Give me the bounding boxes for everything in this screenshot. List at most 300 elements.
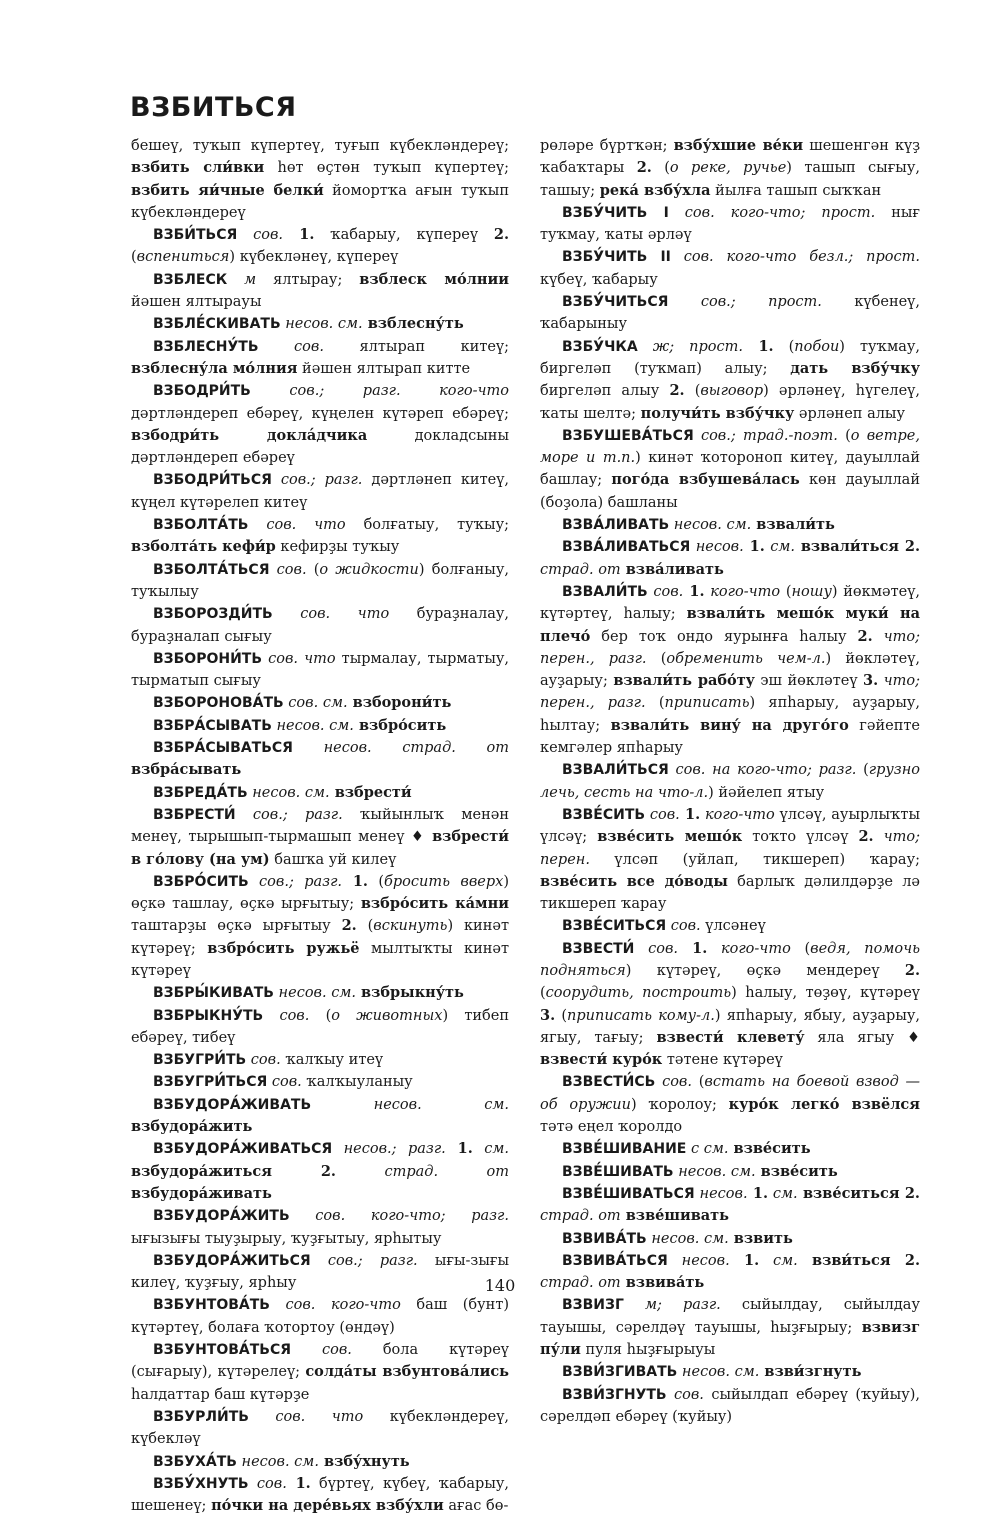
bold-phrase: взблеск мо́лнии [359, 270, 509, 288]
definition-text: йылға ташып сыҡҡан [710, 182, 882, 199]
headword: ВЗБУ́ЧКА [562, 338, 638, 355]
headword: ВЗВЕ́СИТЬ [562, 806, 646, 823]
grammar-label: сов.; разг. [310, 1252, 418, 1269]
definition-text: ( [837, 427, 851, 444]
headword: ВЗБРЫКНУ́ТЬ [153, 1007, 264, 1024]
definition-text: ҡалҡыуланыу [301, 1074, 413, 1091]
grammar-label: сов. [258, 338, 324, 355]
definition-text: йомортҡа ағын туҡып күбекләндереү [131, 182, 509, 221]
grammar-label: страд. от [540, 1208, 621, 1225]
grammar-label: сов. см. [283, 695, 348, 712]
bold-phrase: взвали́ть [751, 516, 835, 534]
dictionary-entry [131, 1294, 509, 1339]
definition-text: ) кинәт күтәреү; [131, 918, 509, 957]
definition-text: ) ташып сығыу, ташыу; [540, 160, 920, 199]
bold-phrase: 2. [341, 917, 357, 935]
bold-phrase: взве́сить все до́воды [540, 872, 728, 890]
bold-phrase: 2. [669, 382, 685, 400]
definition-text: ) һалыу, төҙөү, күтәреү [731, 985, 920, 1002]
bold-phrase: 1. [445, 1140, 473, 1158]
definition-text: күбекләндереү, күбекләү [131, 1408, 509, 1448]
bold-phrase: пого́да взбушева́лась [611, 471, 800, 489]
definition-text: үлсәү, ауырлыҡты үлсәү; [540, 806, 920, 846]
bold-phrase: 1. [729, 1251, 760, 1269]
dictionary-entry [540, 1161, 920, 1183]
dictionary-entry [540, 536, 920, 581]
definition-text: рөләре бүртҡән; [540, 138, 674, 154]
definition-text: ығызығы тыуҙырыу, ҡуҙғытыу, ярһытыу [131, 1230, 442, 1247]
dictionary-entry [131, 1339, 509, 1406]
definition-text: ( [773, 338, 795, 355]
definition-text: бураҙналау, бураҙналап сығыу [131, 606, 509, 645]
grammar-label: м [227, 271, 257, 288]
grammar-label: сов. кого-что; разг. [289, 1208, 509, 1225]
dictionary-entry [131, 1049, 509, 1071]
headword: ВЗВАЛИ́ТЬСЯ [562, 762, 669, 779]
grammar-label: сов. кого-что безл.; прост. [670, 249, 921, 266]
grammar-label: сов. [647, 583, 684, 600]
headword: ВЗБОДРИ́ТЬСЯ [153, 472, 272, 489]
definition-text: докладсыны дәртләндереп ебәреү [131, 427, 509, 467]
headword: ВЗБУГРИ́ТЬСЯ [153, 1074, 268, 1091]
headword: ВЗВА́ЛИВАТЬСЯ [562, 539, 691, 556]
headword: ВЗБУ́ЧИТЬСЯ [562, 294, 669, 311]
definition-text: бола күтәреү (сығарыу), күтәрелеү; [131, 1342, 509, 1381]
headword: ВЗБОРОЗДИ́ТЬ [153, 606, 273, 623]
definition-text: ) йөкмәтеү, күтәртеү, һалыу; [540, 583, 920, 623]
dictionary-entry [131, 982, 509, 1004]
dictionary-entry [131, 782, 509, 804]
definition-text: дәртләнеп китеү, күңел күтәрелеп китеү [131, 472, 509, 511]
headword: ВЗБУНТОВА́ТЬСЯ [153, 1342, 292, 1359]
dictionary-entry [131, 469, 509, 514]
bold-phrase: взвали́ть рабо́ту [613, 672, 755, 690]
bold-phrase: взбрыкну́ть [355, 984, 464, 1002]
grammar-label: сов. [269, 561, 307, 578]
bold-phrase: 1. [678, 939, 708, 957]
definition-text: әрләнеп алыу [794, 405, 905, 422]
definition-text: биргеләп алыу [540, 383, 670, 400]
definition-text: йәшен ялтырауы [131, 294, 262, 311]
grammar-label: сов. [666, 1386, 704, 1403]
definition-text: ҡабарыу, күпереү [314, 227, 494, 244]
grammar-label: сов. [666, 918, 701, 935]
bold-phrase: 2. [890, 1251, 920, 1269]
bold-phrase: взбудора́жить [131, 1118, 253, 1136]
grammar-label: ношу [791, 583, 832, 600]
definition-text: ( [691, 1074, 705, 1091]
grammar-label: несов. [690, 539, 744, 556]
definition-text: ( [780, 583, 792, 600]
definition-text: күбенеү, ҡабарыныу [540, 294, 920, 333]
grammar-label: выговор [700, 383, 764, 400]
grammar-label: несов. см. [646, 1230, 729, 1247]
definition-text: эш йөкләтеү [754, 673, 864, 690]
grammar-label: бросить вверх [384, 873, 504, 890]
definition-text: башҡа уй килеү [269, 851, 397, 868]
grammar-label: сов. [248, 1475, 287, 1492]
bold-phrase: взблесну́ть [362, 315, 464, 333]
grammar-label: см. [764, 539, 795, 556]
headword: ВЗВИВА́ТЬ [562, 1230, 647, 1247]
headword: ВЗВЕ́ШИВАТЬСЯ [562, 1185, 695, 1202]
bold-phrase: 1. [743, 538, 765, 556]
definition-text: мылтыҡты кинәт күтәреү [131, 940, 510, 979]
grammar-label: см. [472, 1141, 509, 1158]
grammar-label: с см. [686, 1141, 729, 1158]
grammar-label: несов. см. [673, 1163, 756, 1180]
headword: ВЗБРА́СЫВАТЬСЯ [153, 740, 293, 757]
grammar-label: страд. от [335, 1163, 510, 1180]
grammar-label: кого-что [700, 806, 775, 823]
definition-text: ( [646, 650, 667, 667]
grammar-label: несов. см. [236, 1453, 319, 1470]
definition-text: ялтырап китеү; [323, 338, 510, 355]
bold-phrase: взве́сить [755, 1162, 838, 1180]
bold-phrase: взви́ться [797, 1251, 891, 1269]
dictionary-entry [540, 246, 920, 291]
definition-text: ялтырау; [256, 271, 360, 288]
grammar-label: несов. [694, 1185, 748, 1202]
definition-text: ( [356, 918, 374, 935]
definition-text: ) күбекләнеү, күпереү [229, 249, 399, 266]
definition-text: ( [131, 249, 137, 266]
headword: ВЗБОРОНОВА́ТЬ [153, 695, 284, 712]
grammar-label: несов. [667, 1252, 730, 1269]
bold-phrase: солда́ты взбунтова́лись [305, 1363, 509, 1381]
dictionary-entry [131, 380, 509, 469]
grammar-label: сов. [246, 1052, 281, 1069]
definition-text: тырмалау, тырматыу, тырматып сығыу [131, 650, 509, 690]
grammar-label: о реке, ручье [669, 160, 787, 177]
bold-phrase: взвести́ куро́к [540, 1051, 663, 1069]
bold-phrase: взбу́хнуть [318, 1452, 410, 1470]
headword: ВЗБУДОРА́ЖИВАТЬСЯ [153, 1141, 333, 1158]
bold-phrase: получи́ть взбу́чку [640, 404, 795, 422]
headword: ВЗБЛЕСК [153, 271, 228, 288]
dictionary-entry [131, 135, 509, 224]
dictionary-entry [540, 1384, 920, 1429]
dictionary-entry [131, 1005, 509, 1050]
bold-phrase: взборони́ть [347, 694, 452, 712]
grammar-label: сов. [237, 227, 284, 244]
grammar-label: вскинуть [373, 918, 448, 935]
headword: ВЗБРА́СЫВАТЬ [153, 717, 272, 734]
dictionary-entry [540, 336, 920, 425]
bold-phrase: 3. [540, 1006, 556, 1024]
dictionary-entry [540, 135, 920, 202]
grammar-label: несов.; разг. [332, 1141, 446, 1158]
headword: ВЗБЛЕСНУ́ТЬ [153, 338, 259, 355]
grammar-label: сов. на кого-что; разг. [668, 762, 857, 779]
bold-phrase: взбро́сить ружьё [207, 939, 360, 957]
headword: ВЗВИ́ЗГИВАТЬ [562, 1364, 678, 1381]
headword: ВЗБУШЕВА́ТЬСЯ [562, 427, 694, 444]
definition-text: дәртләндереп ебәреү, күңелен күтәреп ебәреү; [131, 405, 509, 422]
headword: ВЗБУДОРА́ЖИТЬ [153, 1208, 290, 1225]
definition-text: үлсәп (уйлап, тикшереп) ҡарау; [589, 851, 920, 868]
bold-phrase: 2. [904, 961, 920, 979]
bold-phrase: взве́шивать [620, 1207, 729, 1225]
headword: ВЗБУГРИ́ТЬ [153, 1052, 247, 1069]
bold-phrase: куро́к легко́ взвёлся [728, 1095, 920, 1113]
definition-text: ) япһарыу, ауҙарыу, һылтау; [540, 695, 920, 734]
bold-phrase: взбу́хшие ве́ки [673, 137, 804, 154]
dictionary-entry [131, 715, 509, 737]
headword: ВЗБУ́ЧИТЬ I [562, 204, 669, 221]
bold-phrase: взвива́ть [620, 1274, 705, 1292]
dictionary-entry [131, 804, 509, 871]
grammar-label: ведя, помочь подняться [540, 940, 920, 979]
bold-phrase: взболта́ть кефи́р [131, 538, 276, 556]
running-head: ВЗБИТЬСЯ [130, 92, 297, 123]
grammar-label: сов. что [272, 606, 390, 623]
dictionary-entry [540, 581, 920, 759]
headword: ВЗБОЛТА́ТЬСЯ [153, 561, 270, 578]
dictionary-entry [540, 291, 920, 336]
bold-phrase: взбодри́ть доклáдчика [131, 426, 368, 444]
headword: ВЗБОЛТА́ТЬ [153, 517, 249, 534]
bold-phrase: взвить [728, 1229, 793, 1247]
bold-phrase: 1. [342, 872, 368, 890]
grammar-label: сов.; разг. [271, 472, 363, 489]
dictionary-entry [131, 514, 509, 559]
headword: ВЗВЕ́СИТЬСЯ [562, 918, 667, 935]
definition-text: яла ягыу ♦ [804, 1029, 921, 1046]
dictionary-entry [540, 804, 920, 915]
grammar-label: сов. [645, 806, 680, 823]
headword: ВЗВЕ́ШИВАНИЕ [562, 1141, 687, 1158]
right-column [540, 135, 920, 1428]
definition-text: болғатыу, туҡыу; [345, 517, 509, 534]
definition-text: ) ҡоролоу; [630, 1096, 729, 1113]
grammar-label: сов. [263, 1007, 310, 1024]
headword: ВЗБРЕСТИ́ [153, 806, 236, 823]
bold-phrase: взбрести́ в го́лову (на ум) [131, 828, 509, 868]
definition-text: ҡалҡыу итеү [280, 1052, 384, 1069]
definition-text: бүртеү, күбеү, ҡабарыу, шешенеү; [131, 1475, 509, 1515]
headword: ВЗБУРЛИ́ТЬ [153, 1408, 249, 1425]
definition-text: ( [309, 1007, 332, 1024]
dictionary-entry [131, 559, 509, 604]
dictionary-entry [540, 1183, 920, 1228]
headword: ВЗБУДОРА́ЖИВАТЬ [153, 1096, 312, 1113]
grammar-label: приписать кому-л. [567, 1007, 715, 1024]
page-number: 140 [484, 1276, 516, 1295]
headword: ВЗБУНТОВА́ТЬ [153, 1297, 270, 1314]
dictionary-entry [540, 1071, 920, 1138]
definition-text: ) тибеп ебәреү, тибеү [131, 1007, 509, 1046]
bold-phrase: взблесну́ла мо́лния [131, 359, 298, 377]
dictionary-entry [131, 336, 509, 381]
dictionary-entry [540, 425, 920, 514]
bold-phrase: взвести́ клевету́ [656, 1028, 805, 1046]
left-column [131, 135, 509, 1517]
definition-text: йәшен ялтырап китте [297, 360, 471, 377]
headword: ВЗБУ́ЧИТЬ II [562, 249, 671, 266]
dictionary-entry [540, 1228, 920, 1250]
grammar-label: приписать [664, 695, 750, 712]
headword: ВЗБОДРИ́ТЬ [153, 383, 251, 400]
headword: ВЗБРО́СИТЬ [153, 873, 249, 890]
definition-text: һалдаттар баш күтәрҙе [131, 1386, 310, 1403]
grammar-label: встать на боевой взвод — об оружии [540, 1074, 920, 1113]
definition-text: ) йәйелеп ятыу [708, 784, 825, 801]
definition-text: таштарҙы өҫкә ырғытыу [131, 918, 342, 935]
grammar-label: кого-что [704, 583, 781, 600]
definition-text: ( [540, 985, 546, 1002]
headword: ВЗБУХА́ТЬ [153, 1453, 237, 1470]
bold-phrase: 1. [742, 337, 774, 355]
grammar-label: сов. [267, 1074, 302, 1091]
definition-text: ) кинәт ҡотороноп китеү, дауыллай башлау; [540, 450, 920, 489]
grammar-label: о животных [331, 1007, 443, 1024]
bold-phrase: взвали́ть мешо́к муки́ на плечо́ [540, 605, 921, 645]
headword: ВЗВЕСТИ́СЬ [562, 1074, 656, 1091]
dictionary-entry [540, 202, 920, 247]
bold-phrase: 2. [636, 159, 652, 177]
grammar-label: сов.; разг. [248, 873, 343, 890]
definition-text: ( [645, 695, 665, 712]
bold-phrase: дать взбу́чку [790, 359, 920, 377]
bold-phrase: 2. [899, 538, 921, 556]
definition-text: тәтене күтәреү [662, 1052, 783, 1069]
definition-text: ) туҡмау, биргеләп (туҡмап) алыу; [540, 338, 921, 377]
headword: ВЗВЕСТИ́ [562, 940, 635, 957]
dictionary-entry [131, 737, 509, 782]
dictionary-entry [131, 603, 509, 648]
dictionary-entry [540, 915, 920, 937]
grammar-label: сов. кого-что; прост. [668, 204, 876, 221]
dictionary-entry [540, 514, 920, 536]
dictionary-entry [131, 269, 509, 314]
definition-text: сыйылдау, сыйылдау тауышы, сәрелдәү тауышы, һыҙғырыу; [540, 1297, 920, 1336]
bold-phrase: взва́ливать [620, 560, 724, 578]
dictionary-entry [131, 1473, 509, 1517]
grammar-label: несов. страд. от [292, 740, 509, 757]
dictionary-entry [540, 1294, 920, 1361]
dictionary-entry [131, 871, 509, 982]
grammar-label: сов. что [262, 650, 336, 667]
bold-phrase: взвали́ть вину́ на друго́го [610, 716, 849, 734]
grammar-label: соорудить, построить [545, 985, 732, 1002]
bold-phrase: взвизг пу́ли [540, 1318, 920, 1359]
definition-text: ҡыйынлыҡ менән менеү, тырышып-тырмашып менеү ♦ [131, 806, 509, 846]
headword: ВЗВА́ЛИВАТЬ [562, 517, 670, 534]
grammar-label: страд. от [540, 561, 621, 578]
grammar-label: о ветре, море и т.п. [540, 427, 920, 467]
grammar-label: что; перен., разг. [540, 628, 920, 667]
bold-phrase: 1. [679, 805, 701, 823]
bold-phrase: 1. [286, 1474, 311, 1492]
headword: ВЗВЕ́ШИВАТЬ [562, 1163, 674, 1180]
bold-phrase: 2. [899, 1184, 920, 1202]
definition-text: көн дауыллай (боҙола) башланы [540, 472, 920, 511]
definition-text: ( [306, 561, 320, 578]
bold-phrase: взбрести́ [329, 783, 412, 801]
bold-phrase: взбудора́живать [131, 1184, 272, 1202]
definition-text: гәйепте кемгәлер япһарыу [540, 717, 920, 757]
bold-phrase: взбудора́житься [131, 1162, 272, 1180]
dictionary-entry [131, 1094, 509, 1139]
definition-text: бер тоҡ ондо яурынға һалыу [590, 628, 858, 645]
definition-text: үлсәнеү [700, 918, 766, 935]
bold-phrase: 2. [271, 1162, 336, 1180]
definition-text: ( [684, 383, 701, 400]
dictionary-entry [131, 692, 509, 714]
definition-text: кефирҙы туҡыу [275, 539, 400, 556]
grammar-label: несов. см. [273, 985, 356, 1002]
bold-phrase: 2. [858, 828, 874, 846]
grammar-label: что; перен. [540, 829, 921, 868]
bold-phrase: взве́сить мешо́к [597, 828, 743, 846]
definition-text: шешенгән күҙ ҡабаҡтары [540, 138, 920, 177]
dictionary-entry [131, 1138, 509, 1205]
bold-phrase: взбро́сить [353, 716, 447, 734]
definition-text: ығы-зығы килеү, ҡуҙғыу, ярһыу [131, 1252, 509, 1292]
grammar-label: сов. [655, 1074, 692, 1091]
bold-phrase: взве́ситься [797, 1184, 900, 1202]
definition-text: бешеү, туҡып күпертеү, туғып күбекләндереү; [131, 138, 509, 154]
bold-phrase: 1. [683, 582, 705, 600]
definition-text: ) әрләнеү, һүгелеү, ҡаты шелтә; [540, 383, 920, 422]
bold-phrase: взви́згнуть [759, 1363, 862, 1381]
grammar-label: сов.; трад.-поэт. [693, 427, 838, 444]
grammar-label: сов.; прост. [668, 294, 822, 311]
dictionary-entry [131, 1451, 509, 1473]
grammar-label: сов. что [248, 517, 346, 534]
bold-phrase: 1. [283, 226, 315, 244]
definition-text: нығ туҡмау, ҡаты әрләү [540, 204, 920, 244]
grammar-label: сов. кого-что [269, 1297, 401, 1314]
headword: ВЗБРЫ́КИВАТЬ [153, 985, 274, 1002]
bold-phrase: 2. [857, 627, 873, 645]
definition-text: һөт өҫтөн туҡып күпертеү; [264, 160, 509, 177]
definition-text: ( [367, 873, 385, 890]
grammar-label: сов. что [248, 1408, 364, 1425]
definition-text: ) күтәреү, өҫкә мендереү [625, 962, 905, 979]
dictionary-entry [131, 224, 509, 269]
grammar-label: страд. от [540, 1275, 621, 1292]
grammar-label: сов.; разг. [235, 806, 343, 823]
dictionary-entry [540, 1361, 920, 1383]
grammar-label: несов. см. [311, 1096, 509, 1113]
grammar-label: несов. см. [677, 1364, 760, 1381]
dictionary-entry [540, 759, 920, 804]
definition-text: ( [790, 940, 811, 957]
grammar-label: кого-что [707, 940, 791, 957]
grammar-label: несов. см. [271, 717, 354, 734]
definition-text: барлыҡ дәлилдәрҙе лә тикшереп ҡарау [540, 873, 920, 913]
definition-text: тәтә еңел ҡоролдо [540, 1119, 683, 1136]
grammar-label: м; разг. [623, 1297, 721, 1314]
bold-phrase: взвали́ться [794, 538, 899, 556]
dictionary-entry [131, 1406, 509, 1451]
headword: ВЗБУ́ХНУТЬ [153, 1475, 249, 1492]
dictionary-entry [540, 938, 920, 1072]
dictionary-entry [131, 1205, 509, 1250]
bold-phrase: взве́сить [728, 1140, 811, 1158]
headword: ВЗВИЗГ [562, 1297, 624, 1314]
definition-text: ) болғаныу, туҡылыу [131, 561, 509, 600]
grammar-label: ж; прост. [637, 338, 743, 355]
bold-phrase: взбро́сить ка́мни [360, 895, 509, 913]
grammar-label: обременить чем-л. [666, 650, 826, 667]
definition-text: баш (бунт) күтәртеү, болаға ҡотортоу (өндәү) [131, 1297, 509, 1336]
grammar-label: несов. см. [247, 784, 330, 801]
grammar-label: грузно лечь, сесть на что-л. [540, 762, 920, 801]
headword: ВЗВИВА́ТЬСЯ [562, 1252, 668, 1269]
